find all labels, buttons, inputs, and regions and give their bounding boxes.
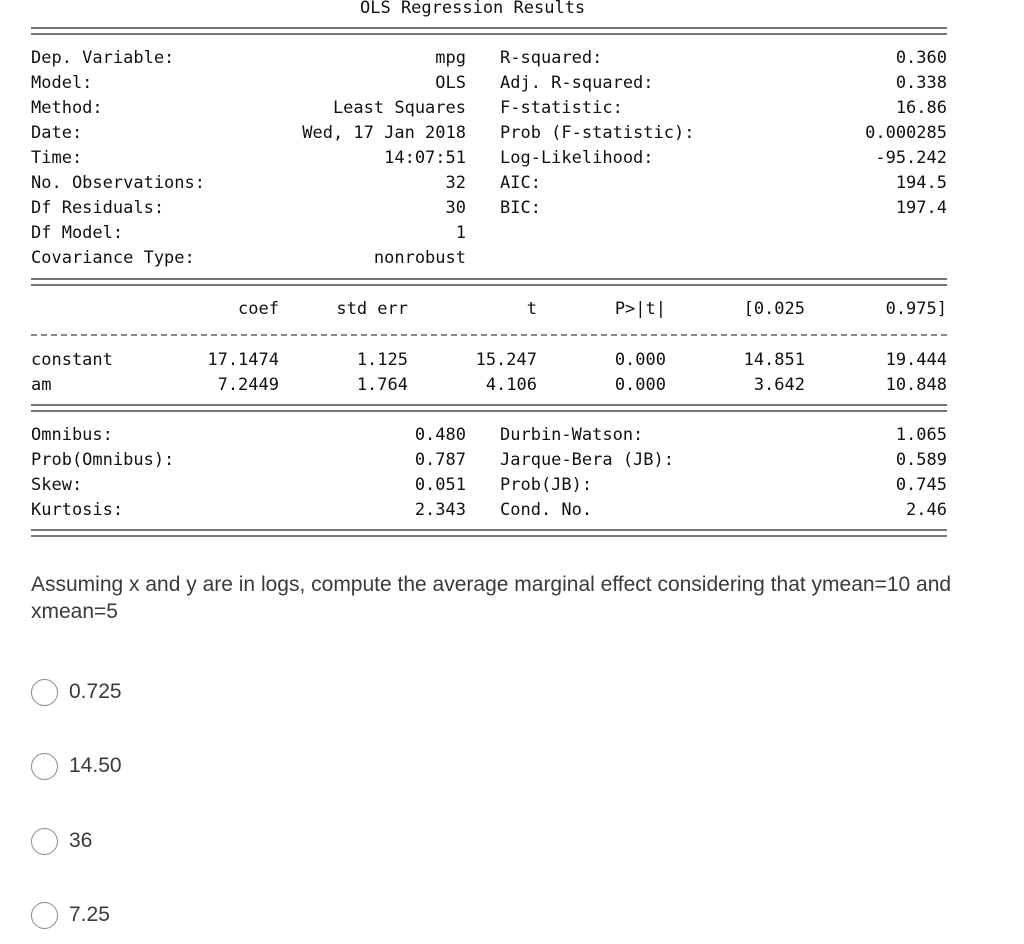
stat-label: Model:: [31, 73, 93, 93]
coef-cell: 1.125: [356, 350, 408, 370]
stat-value: Least Squares: [332, 98, 466, 118]
stat-value: 16.86: [895, 98, 947, 118]
stat-value: 1: [455, 223, 466, 243]
coef-cell: 10.848: [885, 375, 947, 395]
stat-value: 30: [445, 198, 466, 218]
stat-value: 0.000285: [865, 123, 947, 143]
coef-cell: 1.764: [356, 375, 408, 395]
coef-cell: 14.851: [743, 350, 805, 370]
diagnostic-value: 0.745: [895, 475, 947, 495]
coef-column-header: 0.975]: [885, 299, 947, 319]
stat-label: AIC:: [500, 173, 541, 193]
diagnostic-label: Omnibus:: [31, 425, 113, 445]
summary-title: OLS Regression Results: [360, 0, 586, 18]
stat-value: 0.338: [895, 73, 947, 93]
separator-coef-header: [31, 334, 947, 336]
coef-cell: 19.444: [885, 350, 947, 370]
stat-label: Covariance Type:: [31, 248, 195, 268]
coef-column-header: P>|t|: [614, 299, 666, 319]
coef-cell: 3.642: [753, 375, 805, 395]
diagnostic-label: Prob(JB):: [500, 475, 593, 495]
stat-label: Adj. R-squared:: [500, 73, 654, 93]
coef-cell: 17.1474: [207, 350, 279, 370]
separator-coef: [31, 278, 947, 286]
coef-column-header: t: [526, 299, 537, 319]
coef-cell: 0.000: [614, 375, 666, 395]
diagnostic-value: 0.589: [895, 450, 947, 470]
coef-cell: 7.2449: [217, 375, 279, 395]
stat-value: 32: [445, 173, 466, 193]
coef-column-header: std err: [336, 299, 408, 319]
separator-diagnostics: [31, 404, 947, 412]
stat-label: Dep. Variable:: [31, 48, 175, 68]
radio-button[interactable]: [31, 753, 58, 780]
stat-value: 197.4: [895, 198, 947, 218]
coef-column-header: coef: [238, 299, 279, 319]
coef-cell: 4.106: [485, 375, 537, 395]
answer-option[interactable]: [31, 899, 110, 931]
radio-button[interactable]: [31, 902, 58, 929]
stat-value: mpg: [435, 48, 466, 68]
stat-value: Wed, 17 Jan 2018: [302, 123, 466, 143]
diagnostic-value: 2.46: [906, 500, 947, 520]
coef-row-name: am: [31, 375, 52, 395]
stat-label: R-squared:: [500, 48, 603, 68]
stat-label: Method:: [31, 98, 103, 118]
stat-label: Df Residuals:: [31, 198, 165, 218]
stat-value: -95.242: [875, 148, 947, 168]
separator-bottom: [31, 529, 947, 537]
diagnostic-label: Kurtosis:: [31, 500, 124, 520]
answer-option[interactable]: [31, 676, 122, 708]
diagnostic-label: Cond. No.: [500, 500, 593, 520]
stat-label: Log-Likelihood:: [500, 148, 654, 168]
diagnostic-value: 0.480: [414, 425, 466, 445]
stat-label: Time:: [31, 148, 83, 168]
stat-value: 14:07:51: [384, 148, 466, 168]
stat-label: BIC:: [500, 198, 541, 218]
diagnostic-label: Prob(Omnibus):: [31, 450, 175, 470]
question-text: Assuming x and y are in logs, compute the average marginal effect considering that ymean=10 and xmean=5: [31, 573, 952, 623]
radio-button[interactable]: [31, 679, 58, 706]
diagnostic-value: 0.051: [414, 475, 466, 495]
stat-value: nonrobust: [373, 248, 466, 268]
coef-row-name: constant: [31, 350, 113, 370]
stat-value: 194.5: [895, 173, 947, 193]
diagnostic-label: Durbin-Watson:: [500, 425, 644, 445]
answer-option[interactable]: [31, 750, 122, 782]
stat-value: OLS: [435, 73, 466, 93]
answer-option-label: 36: [69, 829, 93, 852]
diagnostic-label: Jarque-Bera (JB):: [500, 450, 674, 470]
stat-value: 0.360: [895, 48, 947, 68]
radio-button[interactable]: [31, 828, 58, 855]
stat-label: No. Observations:: [31, 173, 205, 193]
diagnostic-value: 1.065: [895, 425, 947, 445]
answer-option-label: 0.725: [69, 680, 122, 703]
coef-cell: 0.000: [614, 350, 666, 370]
stat-label: Date:: [31, 123, 83, 143]
separator-top: [31, 27, 947, 35]
stat-label: Prob (F-statistic):: [500, 123, 695, 143]
answer-option-label: 14.50: [69, 754, 122, 777]
diagnostic-label: Skew:: [31, 475, 83, 495]
diagnostic-value: 2.343: [414, 500, 466, 520]
answer-option[interactable]: [31, 825, 92, 857]
diagnostic-value: 0.787: [414, 450, 466, 470]
stat-label: F-statistic:: [500, 98, 623, 118]
coef-cell: 15.247: [475, 350, 537, 370]
coef-column-header: [0.025: [743, 299, 805, 319]
answer-option-label: 7.25: [69, 903, 110, 926]
stat-label: Df Model:: [31, 223, 124, 243]
